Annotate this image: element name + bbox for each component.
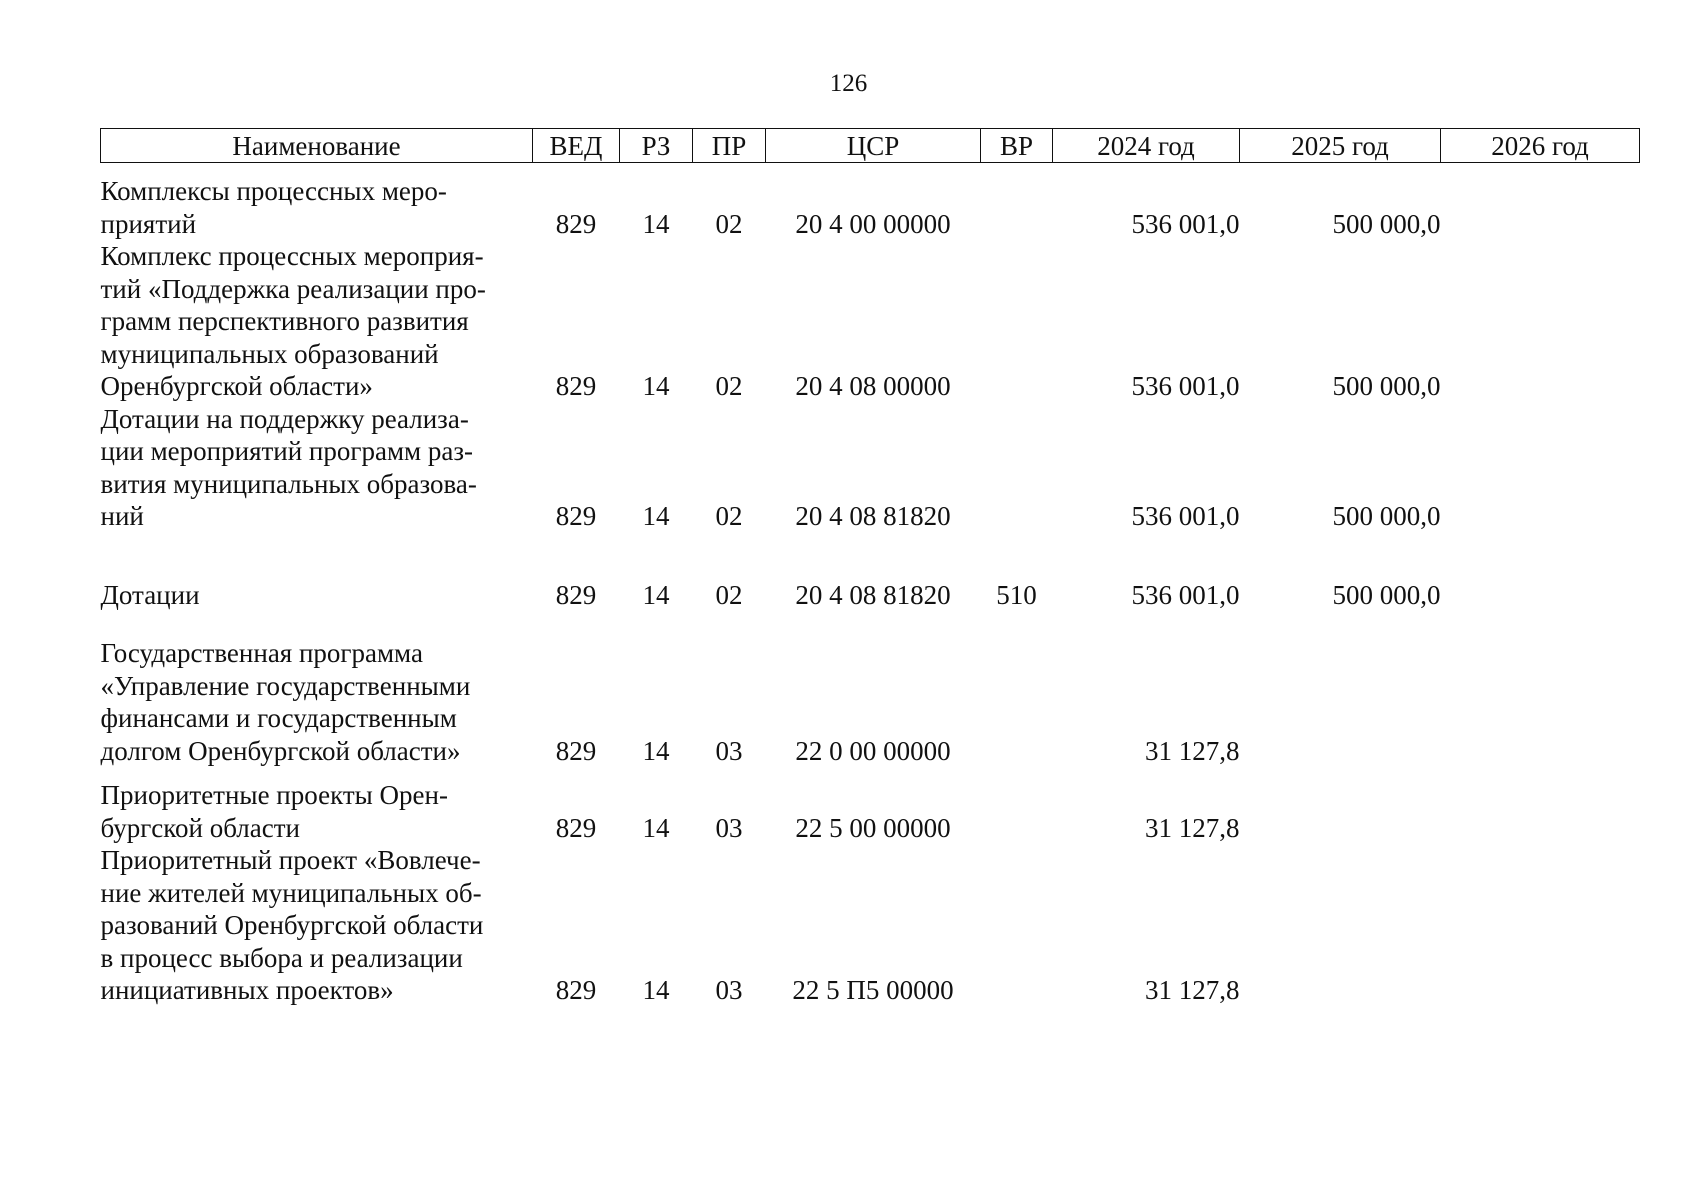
cell-name xyxy=(101,611,533,767)
cell-2026 xyxy=(1441,611,1640,767)
cell-pr: 03 xyxy=(715,735,743,766)
cell-vr: 510 xyxy=(996,579,1037,610)
cell-2024: 536 001,0 xyxy=(1131,208,1240,239)
cell-2025 xyxy=(1240,767,1441,844)
name-line: приятий xyxy=(100,208,197,239)
cell-pr: 02 xyxy=(715,579,743,610)
cell-name xyxy=(101,240,533,403)
table-row xyxy=(101,611,1640,767)
cell-pr: 02 xyxy=(715,371,743,401)
cell-2025: 500 000,0 xyxy=(1332,371,1441,401)
cell-vr xyxy=(981,844,1053,1007)
cell-csr: 22 0 00 00000 xyxy=(795,735,951,766)
header-2026: 2026 год xyxy=(1441,129,1640,163)
cell-csr: 22 5 П5 00000 xyxy=(792,975,954,1005)
cell-vr xyxy=(981,611,1053,767)
cell-pr: 03 xyxy=(715,812,743,843)
cell-name xyxy=(101,844,533,1007)
header-vr: ВР xyxy=(981,129,1053,163)
page-number: 126 xyxy=(829,70,868,97)
cell-ved: 829 xyxy=(555,579,597,610)
cell-2026 xyxy=(1441,533,1640,612)
header-2024: 2024 год xyxy=(1053,129,1240,163)
cell-rz: 14 xyxy=(642,812,670,843)
name-line: муниципальных образований xyxy=(100,338,439,369)
header-csr: ЦСР xyxy=(766,129,981,163)
cell-rz: 14 xyxy=(642,371,670,401)
cell-name xyxy=(101,533,533,612)
name-line: вития муниципальных образова- xyxy=(100,468,477,499)
table-row xyxy=(101,163,1640,241)
cell-ved: 829 xyxy=(555,501,597,531)
name-line: Государственная программа xyxy=(100,638,423,668)
table-row xyxy=(101,533,1640,612)
cell-2025 xyxy=(1240,611,1441,767)
cell-csr: 22 5 00 00000 xyxy=(795,812,951,843)
cell-2026 xyxy=(1441,403,1640,533)
header-ved: ВЕД xyxy=(533,129,620,163)
table-row xyxy=(101,767,1640,844)
cell-ved: 829 xyxy=(555,208,597,239)
name-line: Дотации xyxy=(100,579,200,610)
name-line: тий «Поддержка реализации про- xyxy=(100,273,486,304)
table-body xyxy=(101,163,1640,1007)
cell-pr: 02 xyxy=(715,501,743,531)
table-header-row xyxy=(101,129,1640,163)
name-line: ний xyxy=(100,501,144,531)
cell-2024: 536 001,0 xyxy=(1131,371,1240,401)
cell-csr: 20 4 08 81820 xyxy=(795,501,951,531)
cell-csr: 20 4 08 81820 xyxy=(795,579,951,610)
name-line: «Управление государственными xyxy=(100,670,471,701)
cell-ved: 829 xyxy=(555,975,597,1005)
cell-name xyxy=(101,163,533,241)
name-line: ции мероприятий программ раз- xyxy=(100,436,474,466)
cell-csr: 20 4 08 00000 xyxy=(795,371,951,401)
name-line: Приоритетный проект «Вовлече- xyxy=(100,845,481,875)
name-line: разований Оренбургской области xyxy=(100,910,484,940)
cell-rz: 14 xyxy=(642,975,670,1005)
cell-pr: 02 xyxy=(715,208,743,239)
name-line: Приоритетные проекты Орен- xyxy=(100,780,448,810)
cell-rz: 14 xyxy=(642,501,670,531)
cell-2026 xyxy=(1441,767,1640,844)
cell-2024: 536 001,0 xyxy=(1131,579,1240,610)
cell-2026 xyxy=(1441,240,1640,403)
table-row xyxy=(101,403,1640,533)
cell-2024: 31 127,8 xyxy=(1145,812,1240,843)
name-line: Дотации на поддержку реализа- xyxy=(100,403,469,434)
cell-2026 xyxy=(1441,163,1640,241)
header-2025: 2025 год xyxy=(1240,129,1441,163)
cell-ved: 829 xyxy=(555,812,597,843)
name-line: грамм перспективного развития xyxy=(100,306,469,336)
cell-2024: 31 127,8 xyxy=(1145,735,1240,766)
cell-vr xyxy=(981,240,1053,403)
cell-rz: 14 xyxy=(642,735,670,766)
cell-vr xyxy=(981,163,1053,241)
cell-2025: 500 000,0 xyxy=(1332,579,1441,610)
header-rz: РЗ xyxy=(620,129,693,163)
header-pr: ПР xyxy=(693,129,766,163)
name-line: Оренбургской области» xyxy=(100,371,373,401)
name-line: бургской области xyxy=(100,812,300,843)
name-line: Комплексы процессных меро- xyxy=(100,176,447,206)
table-row xyxy=(101,844,1640,1007)
cell-2025 xyxy=(1240,844,1441,1007)
header-name: Наименование xyxy=(101,129,533,163)
cell-2024: 536 001,0 xyxy=(1131,501,1240,531)
cell-2026 xyxy=(1441,844,1640,1007)
cell-ved: 829 xyxy=(555,371,597,401)
cell-2025: 500 000,0 xyxy=(1332,501,1441,531)
cell-2025: 500 000,0 xyxy=(1332,208,1441,239)
name-line: долгом Оренбургской области» xyxy=(100,735,461,766)
name-line: Комплекс процессных мероприя- xyxy=(100,241,484,271)
cell-csr: 20 4 00 00000 xyxy=(795,208,951,239)
cell-rz: 14 xyxy=(642,208,670,239)
cell-pr: 03 xyxy=(715,975,743,1005)
name-line: ние жителей муниципальных об- xyxy=(100,877,482,908)
name-line: финансами и государственным xyxy=(100,703,457,733)
cell-rz: 14 xyxy=(642,579,670,610)
cell-2024: 31 127,8 xyxy=(1145,975,1240,1005)
budget-table xyxy=(100,128,1640,1007)
cell-vr xyxy=(981,767,1053,844)
name-line: в процесс выбора и реализации xyxy=(100,942,463,973)
table-row xyxy=(101,240,1640,403)
cell-name xyxy=(101,403,533,533)
cell-ved: 829 xyxy=(555,735,597,766)
cell-name xyxy=(101,767,533,844)
cell-vr xyxy=(981,403,1053,533)
name-line: инициативных проектов» xyxy=(100,975,394,1005)
